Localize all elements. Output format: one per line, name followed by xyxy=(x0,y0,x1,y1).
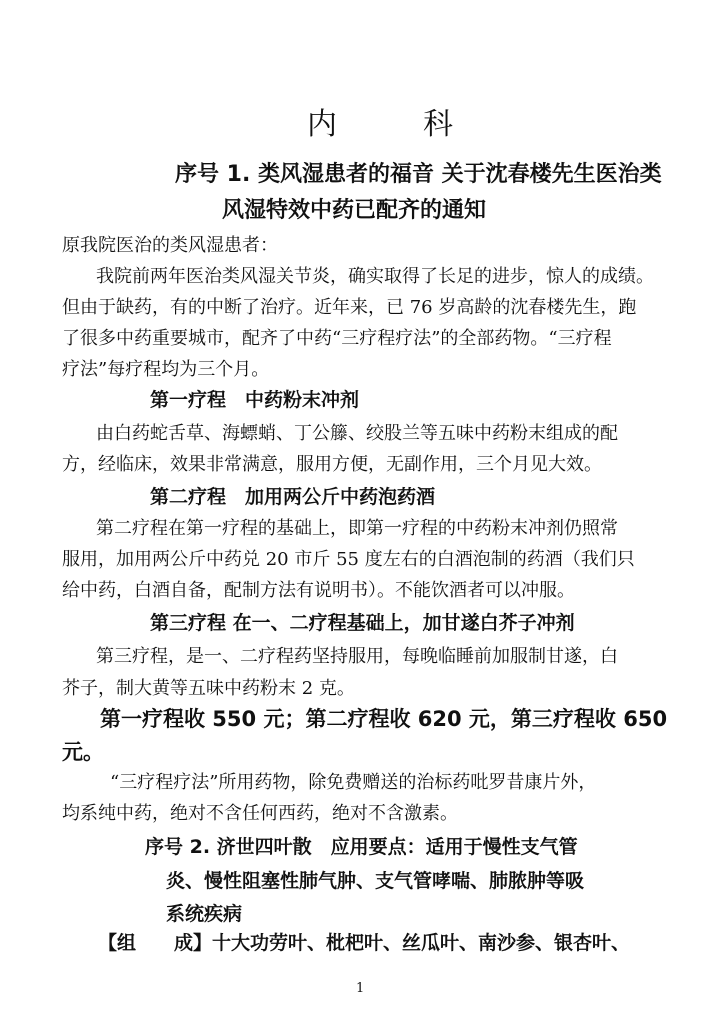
section2-heading-line2: 炎、慢性阻塞性肺气肿、支气管哮喘、肺脓肿等吸 xyxy=(166,870,585,892)
para1-line: 疗法”每疗程均为三个月。 xyxy=(62,359,270,380)
section2-heading-line3: 系统疾病 xyxy=(166,903,243,925)
course2-text-line: 第二疗程在第一疗程的基础上，即第一疗程的中药粉末冲剂仍照常 xyxy=(96,518,618,539)
closing-line: 均系纯中药，绝对不含任何西药，绝对不含激素。 xyxy=(62,803,458,824)
para1-line: 了很多中药重要城市，配齐了中药“三疗程疗法”的全部药物。“三疗程 xyxy=(62,328,612,349)
course2-heading: 第二疗程 加用两公斤中药泡药酒 xyxy=(150,486,436,508)
composition-text: 十大功劳叶、枇杷叶、丝瓜叶、南沙参、银杏叶、 xyxy=(212,932,631,954)
price-line2: 元。 xyxy=(62,740,104,764)
section2-heading-line1: 序号 2. 济世四叶散 应用要点：适用于慢性支气管 xyxy=(145,836,578,858)
salutation: 原我院医治的类风湿患者： xyxy=(62,235,278,256)
course1-heading: 第一疗程 中药粉末冲剂 xyxy=(150,389,360,411)
course3-text-line: 芥子，制大黄等五味中药粉末 2 克。 xyxy=(62,678,355,699)
course2-text-line: 服用，加用两公斤中药兑 20 市斤 55 度左右的白酒泡制的药酒（我们只 xyxy=(62,549,635,570)
composition-label: 【组 成】 xyxy=(98,932,213,954)
para1-line: 但由于缺药，有的中断了治疗。近年来，已 76 岁高龄的沈春楼先生，跑 xyxy=(62,297,637,318)
page-number: 1 xyxy=(356,981,365,996)
closing-line: “三疗程疗法”所用药物，除免费赠送的治标药吡罗昔康片外， xyxy=(110,772,597,793)
course3-heading: 第三疗程 在一、二疗程基础上，加甘遂白芥子冲剂 xyxy=(150,612,575,634)
course1-text-line: 方，经临床，效果非常满意，服用方便，无副作用，三个月见大效。 xyxy=(62,454,602,475)
section1-heading-line2: 风湿特效中药已配齐的通知 xyxy=(222,198,487,223)
course3-text-line: 第三疗程，是一、二疗程药坚持服用，每晚临睡前加服制甘遂，白 xyxy=(96,646,618,667)
price-line1: 第一疗程收 550 元；第二疗程收 620 元，第三疗程收 650 xyxy=(100,707,668,731)
page-title: 内 科 xyxy=(307,107,481,142)
course2-text-line: 给中药，白酒自备，配制方法有说明书）。不能饮酒者可以冲服。 xyxy=(62,580,575,601)
composition-line xyxy=(98,934,630,953)
section1-heading-line1: 序号 1. 类风湿患者的福音 关于沈春楼先生医治类 xyxy=(175,162,662,187)
course1-text-line: 由白药蛇舌草、海螵蛸、丁公籐、绞股兰等五味中药粉末组成的配 xyxy=(96,423,618,444)
para1-line: 我院前两年医治类风湿关节炎，确实取得了长足的进步，惊人的成绩。 xyxy=(96,266,654,287)
